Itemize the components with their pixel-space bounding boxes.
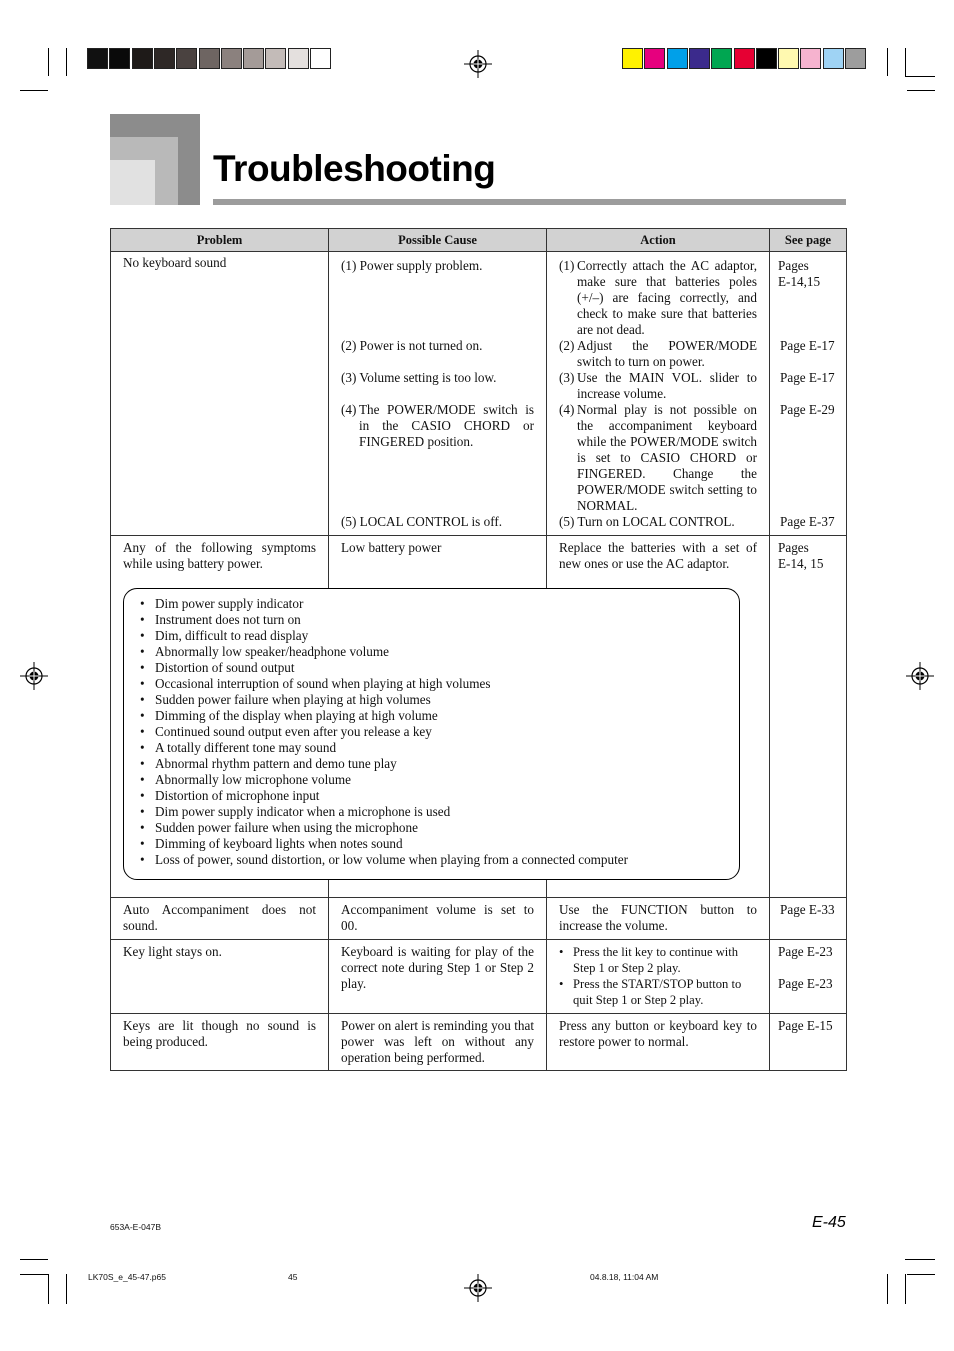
cause-text: Keyboard is waiting for play of the correct note during Step 1 or Step 2 play. (341, 944, 534, 991)
action-bullet (559, 976, 757, 1008)
page-ref: Pages (778, 540, 809, 555)
crop-mark (905, 1274, 906, 1304)
header-decoration (110, 160, 155, 205)
page-ref: Page E-33 (780, 902, 835, 917)
symptom-text: Distortion of microphone input (155, 788, 320, 803)
symptom-text: Dim power supply indicator when a microphone is used (155, 804, 451, 819)
symptom-text: Dim, difficult to read display (155, 628, 309, 643)
symptom-text: Dim power supply indicator (155, 596, 304, 611)
color-swatch (288, 48, 309, 69)
bullet-icon: • (140, 788, 145, 803)
symptom-item (140, 628, 739, 644)
symptom-text: Continued sound output even after you release a key (155, 724, 432, 739)
symptom-text: A totally different tone may sound (155, 740, 337, 755)
color-swatch (734, 48, 755, 69)
color-swatch (644, 48, 665, 69)
cause-text: (2) Power is not turned on. (341, 338, 483, 353)
bullet-icon: • (140, 628, 145, 643)
problem-cell (111, 898, 329, 940)
registration-target-icon (464, 50, 492, 78)
bullet-icon: • (140, 740, 145, 755)
cause-cell (329, 940, 547, 1014)
crop-mark (905, 76, 935, 77)
cause-text: Power on alert is reminding you that power was left on without any operation being performed. (341, 1018, 534, 1065)
color-swatch (221, 48, 242, 69)
color-swatch (778, 48, 799, 69)
action-text: Correctly attach the AC adaptor, make sure that batteries poles (+/–) are facing correctly, and check to make sure that batteries are not dead. (577, 258, 757, 337)
symptom-text: Instrument does not turn on (155, 612, 301, 627)
symptom-text: Occasional interruption of sound when playing at high volumes (155, 676, 491, 691)
table-row (111, 1014, 847, 1071)
crop-mark (887, 48, 888, 76)
item-number: (4) (341, 402, 357, 417)
symptom-item (140, 852, 739, 868)
title-underline (213, 199, 846, 205)
cause-text: Low battery power (341, 540, 442, 555)
bullet-icon: • (559, 945, 564, 959)
symptom-item (140, 692, 739, 708)
action-item (559, 370, 757, 402)
color-swatch (800, 48, 821, 69)
symptom-text: Distortion of sound output (155, 660, 295, 675)
crop-mark (905, 48, 906, 76)
color-swatch (154, 48, 175, 69)
symptom-item (140, 836, 739, 852)
problem-cell (111, 940, 329, 1014)
action-item (559, 402, 757, 514)
registration-target-icon (464, 1274, 492, 1302)
color-swatch (622, 48, 643, 69)
cause-text: The POWER/MODE switch is in the CASIO CHORD or FINGERED position. (359, 402, 534, 449)
symptom-item (140, 612, 739, 628)
color-swatch (689, 48, 710, 69)
bullet-icon: • (140, 660, 145, 675)
crop-mark (20, 1274, 48, 1275)
problem-cell (111, 1014, 329, 1071)
symptom-item (140, 644, 739, 660)
cause-cell (329, 898, 547, 940)
symptom-item (140, 804, 739, 820)
page-ref: Page E-15 (778, 1018, 833, 1033)
crop-mark (20, 90, 48, 91)
registration-target-icon (906, 662, 934, 690)
page-title: Troubleshooting (213, 148, 496, 189)
bullet-icon: • (140, 708, 145, 723)
table-row (111, 252, 847, 536)
bullet-icon: • (140, 644, 145, 659)
item-number: (4) (559, 402, 575, 417)
cause-item (341, 402, 534, 514)
action-cell (547, 252, 770, 536)
problem-text: Auto Accompaniment does not sound. (123, 902, 316, 933)
header-possible-cause: Possible Cause (329, 229, 547, 252)
crop-mark (905, 1259, 935, 1260)
bullet-icon: • (140, 612, 145, 627)
symptom-text: Sudden power failure when using the microphone (155, 820, 418, 835)
action-text: Replace the batteries with a set of new ones or use the AC adaptor. (559, 540, 757, 571)
crop-mark (66, 1274, 67, 1304)
symptom-item (140, 660, 739, 676)
crop-mark (20, 1259, 48, 1260)
file-name: LK70S_e_45-47.p65 (88, 1272, 166, 1282)
bullet-icon: • (140, 804, 145, 819)
document-code: 653A-E-047B (110, 1222, 162, 1232)
problem-text: Any of the following symptoms while using battery power. (123, 540, 316, 571)
cause-text: Accompaniment volume is set to 00. (341, 902, 534, 933)
bullet-icon: • (140, 676, 145, 691)
see-page-cell (770, 940, 847, 1014)
page-number: E-45 (812, 1214, 846, 1231)
table-row (111, 940, 847, 1014)
page-ref: Page E-37 (780, 514, 835, 529)
action-text: Press the START/STOP button to quit Step 1 or Step 2 play. (573, 977, 742, 1007)
symptom-item (140, 596, 739, 612)
symptom-item (140, 708, 739, 724)
color-swatch (823, 48, 844, 69)
action-bullet (559, 944, 757, 976)
symptom-list (140, 596, 739, 868)
symptom-list-box (123, 588, 740, 880)
symptom-item (140, 756, 739, 772)
bullet-icon: • (140, 836, 145, 851)
page-ref: Page E-17 (780, 338, 835, 353)
header-see-page: See page (770, 229, 847, 252)
cause-cell (329, 1014, 547, 1071)
color-swatch (109, 48, 130, 69)
color-swatch (310, 48, 331, 69)
symptom-text: Abnormally low microphone volume (155, 772, 351, 787)
symptom-item (140, 772, 739, 788)
header-action: Action (547, 229, 770, 252)
see-page-cell (770, 898, 847, 940)
crop-mark (907, 1274, 935, 1275)
cause-text: (1) Power supply problem. (341, 258, 483, 273)
problem-cell (111, 252, 329, 536)
color-swatch (132, 48, 153, 69)
see-page-cell (770, 1014, 847, 1071)
table-header-row (111, 229, 847, 252)
header-problem: Problem (111, 229, 329, 252)
page-ref: Page E-17 (780, 370, 835, 385)
page-ref: E-14,15 (778, 274, 821, 289)
action-text: Press any button or keyboard key to restore power to normal. (559, 1018, 757, 1049)
page-ref: Pages (778, 258, 809, 273)
bullet-icon: • (140, 852, 145, 867)
cause-text: (3) Volume setting is too low. (341, 370, 497, 385)
bullet-icon: • (140, 596, 145, 611)
color-swatch (176, 48, 197, 69)
symptom-text: Loss of power, sound distortion, or low volume when playing from a connected computer (155, 852, 629, 867)
symptom-item (140, 788, 739, 804)
color-swatch (243, 48, 264, 69)
action-text: (5) Turn on LOCAL CONTROL. (559, 514, 735, 529)
symptom-text: Dimming of keyboard lights when notes sound (155, 836, 403, 851)
action-cell (547, 898, 770, 940)
symptom-item (140, 724, 739, 740)
bullet-icon: • (140, 820, 145, 835)
item-number: (1) (559, 258, 575, 273)
action-text: Normal play is not possible on the accompaniment keyboard while the POWER/MODE switch is set to CASIO CHORD or FINGERED. Change the POWER/MODE switch setting to NORMAL. (577, 402, 757, 513)
bullet-icon: • (140, 756, 145, 771)
registration-target-icon (20, 662, 48, 690)
symptom-text: Abnormally low speaker/headphone volume (155, 644, 390, 659)
crop-mark (907, 90, 935, 91)
symptom-text: Sudden power failure when playing at high volumes (155, 692, 431, 707)
symptom-item (140, 676, 739, 692)
problem-text: No keyboard sound (123, 255, 227, 270)
crop-mark (887, 1274, 888, 1304)
color-swatch (667, 48, 688, 69)
problem-text: Keys are lit though no sound is being produced. (123, 1018, 316, 1049)
cause-text: (5) LOCAL CONTROL is off. (341, 514, 503, 529)
action-cell (547, 940, 770, 1014)
crop-mark (48, 1274, 49, 1304)
symptom-text: Dimming of the display when playing at high volume (155, 708, 438, 723)
crop-mark (66, 48, 67, 76)
page-ref: E-14, 15 (778, 556, 824, 571)
bullet-icon: • (559, 977, 564, 991)
page-ref: Page E-29 (780, 402, 835, 417)
bullet-icon: • (140, 772, 145, 787)
see-page-cell (770, 252, 847, 536)
item-number: (2) (559, 338, 575, 353)
page-ref: Page E-23 (778, 976, 833, 991)
action-text: Use the MAIN VOL. slider to increase volume. (577, 370, 757, 401)
sheet-number: 45 (288, 1272, 298, 1282)
color-swatch (711, 48, 732, 69)
action-item (559, 338, 757, 370)
print-date: 04.8.18, 11:04 AM (590, 1272, 659, 1282)
action-cell (547, 1014, 770, 1071)
crop-mark (48, 48, 49, 76)
action-text: Adjust the POWER/MODE switch to turn on power. (577, 338, 757, 369)
symptom-item (140, 820, 739, 836)
cause-cell (329, 252, 547, 536)
action-item (559, 258, 757, 338)
see-page-cell (770, 536, 847, 898)
color-swatch (199, 48, 220, 69)
symptom-item (140, 740, 739, 756)
color-swatch (265, 48, 286, 69)
problem-text: Key light stays on. (123, 944, 222, 959)
page-ref: Page E-23 (778, 944, 833, 959)
symptom-text: Abnormal rhythm pattern and demo tune play (155, 756, 397, 771)
table-row (111, 898, 847, 940)
action-text: Use the FUNCTION button to increase the volume. (559, 902, 757, 933)
color-swatch (845, 48, 866, 69)
bullet-icon: • (140, 724, 145, 739)
bullet-icon: • (140, 692, 145, 707)
item-number: (3) (559, 370, 575, 385)
color-swatch (87, 48, 108, 69)
color-swatch (756, 48, 777, 69)
action-text: Press the lit key to continue with Step 1 or Step 2 play. (573, 945, 739, 975)
